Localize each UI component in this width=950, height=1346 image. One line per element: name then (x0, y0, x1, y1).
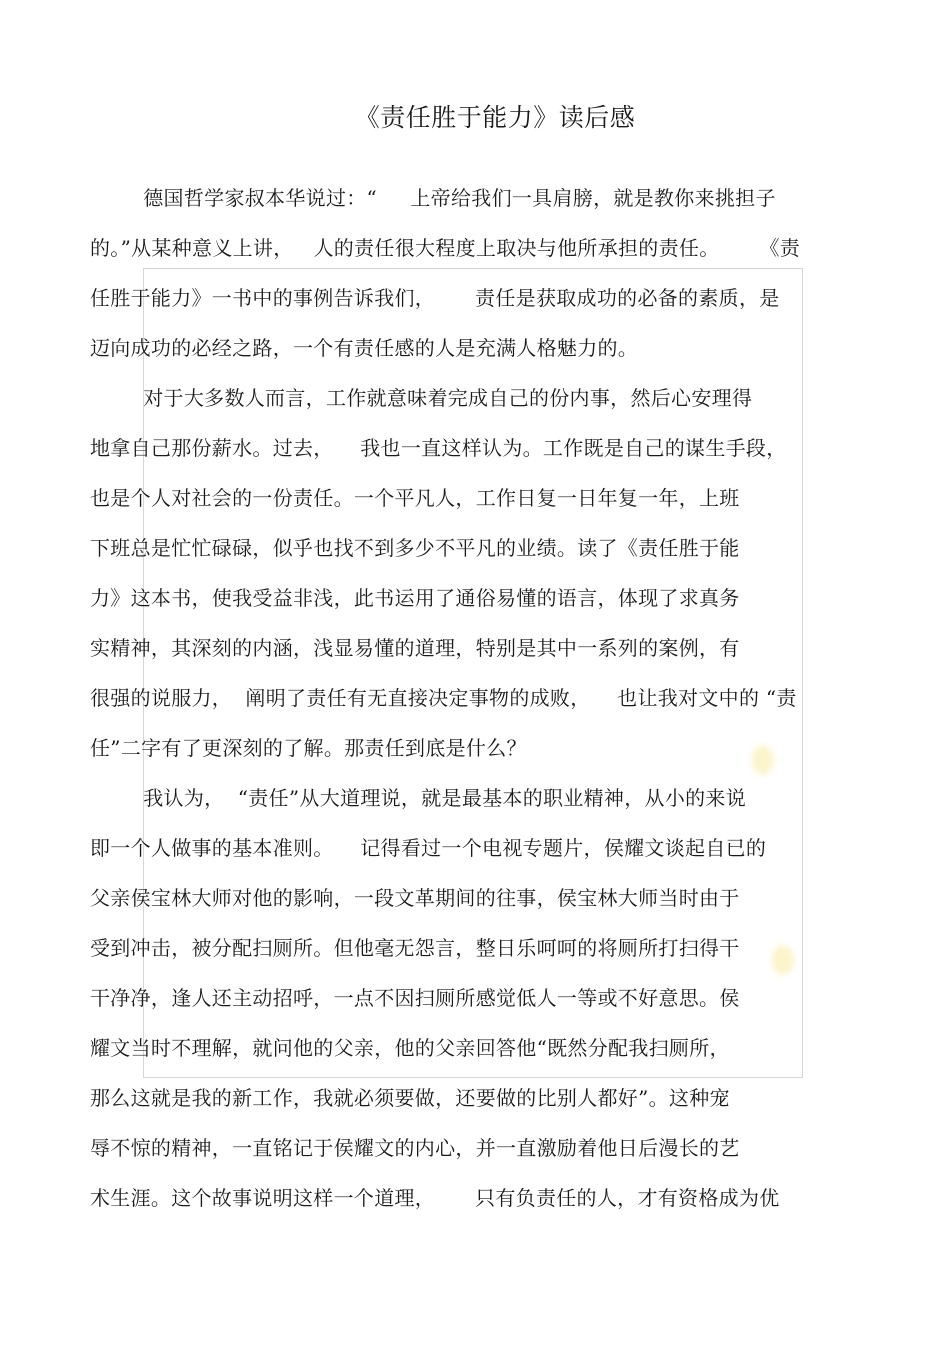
text-line: 的。”从某种意义上讲， 人的责任很大程度上取决与他所承担的责任。 《责 (90, 236, 801, 260)
text-line: 任”二字有了更深刻的了解。那责任到底是什么？ (90, 736, 527, 760)
text-line: 术生涯。这个故事说明这样一个道理， 只有负责任的人，才有资格成为优 (90, 1186, 780, 1210)
page-title: 《责任胜于能力》读后感 (354, 103, 636, 132)
text-line: 很强的说服力， 阐明了责任有无直接决定事物的成败， 也让我对文中的 “责 (90, 686, 797, 710)
text-line: 即一个人做事的基本准则。 记得看过一个电视专题片，侯耀文谈起自已的 (90, 836, 767, 860)
text-line: 那么这就是我的新工作，我就必须要做，还要做的比别人都好”。这种宠 (90, 1086, 730, 1110)
text-line: 我认为， “责任”从大道理说，就是最基本的职业精神，从小的来说 (90, 786, 747, 810)
text-line: 迈向成功的必经之路，一个有责任感的人是充满人格魅力的。 (90, 336, 639, 360)
text-line: 受到冲击，被分配扫厕所。但他毫无怨言，整日乐呵呵的将厕所打扫得干 (90, 936, 740, 960)
paper-stain (752, 745, 774, 775)
text-line: 耀文当时不理解，就问他的父亲，他的父亲回答他“既然分配我扫厕所， (90, 1036, 730, 1060)
text-line: 下班总是忙忙碌碌，似乎也找不到多少不平凡的业绩。读了《责任胜于能 (90, 536, 740, 560)
text-line: 对于大多数人而言，工作就意味着完成自己的份内事，然后心安理得 (90, 386, 753, 410)
paper-stain (772, 945, 794, 975)
text-line: 德国哲学家叔本华说过：“ 上帝给我们一具肩膀，就是教你来挑担子 (90, 186, 776, 210)
text-line: 实精神，其深刻的内涵，浅显易懂的道理，特别是其中一系列的案例，有 (90, 636, 740, 660)
text-line: 也是个人对社会的一份责任。一个平凡人，工作日复一日年复一年，上班 (90, 486, 740, 510)
text-line: 辱不惊的精神，一直铭记于侯耀文的内心，并一直激励着他日后漫长的艺 (90, 1136, 740, 1160)
text-line: 任胜于能力》一书中的事例告诉我们， 责任是获取成功的必备的素质，是 (90, 286, 780, 310)
text-line: 干净净，逢人还主动招呼，一点不因扫厕所感觉低人一等或不好意思。侯 (90, 986, 740, 1010)
text-line: 父亲侯宝林大师对他的影响，一段文革期间的往事，侯宝林大师当时由于 (90, 886, 740, 910)
text-line: 力》这本书，使我受益非浅，此书运用了通俗易懂的语言，体现了求真务 (90, 586, 740, 610)
text-line: 地拿自己那份薪水。过去， 我也一直这样认为。工作既是自己的谋生手段， (90, 436, 787, 460)
